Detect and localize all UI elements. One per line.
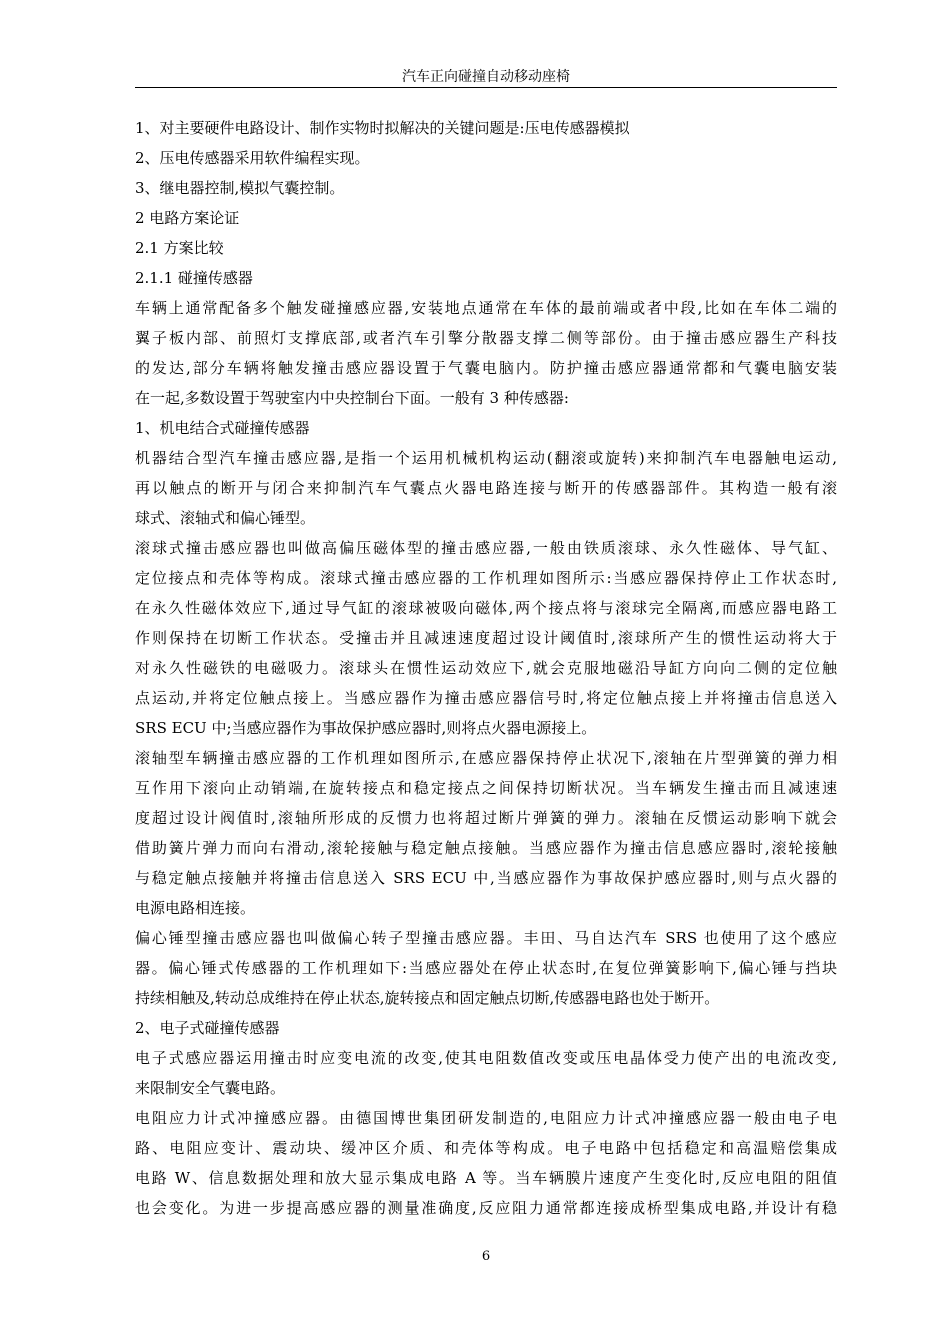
text-line: 滚轴型车辆撞击感应器的工作机理如图所示,在感应器保持停止状况下,滚轴在片型弹簧的弹力相	[135, 749, 837, 767]
text-line: 1、机电结合式碰撞传感器	[135, 419, 310, 437]
page-number: 6	[481, 1249, 491, 1264]
text-line: 与稳定触点接触并将撞击信息送入 SRS ECU 中,当感应器作为事故保护感应器时,则与点火器的	[135, 869, 837, 887]
text-line: 互作用下滚向止动销端,在旋转接点和稳定接点之间保持切断状况。当车辆发生撞击而且减速速	[135, 779, 837, 797]
text-line: 借助簧片弹力而向右滑动,滚轮接触与稳定触点接触。当感应器作为撞击信息感应器时,滚轮接触	[135, 839, 837, 857]
text-line: 2、压电传感器采用软件编程实现。	[135, 149, 370, 167]
text-line: 的发达,部分车辆将触发撞击感应器设置于气囊电脑内。防护撞击感应器通常都和气囊电脑安装	[135, 359, 837, 377]
text-line: 3、继电器控制,模拟气囊控制。	[135, 179, 345, 197]
text-line: 机器结合型汽车撞击感应器,是指一个运用机械机构运动(翻滚或旋转)来抑制汽车电器触电运动,	[135, 449, 837, 467]
text-line: 电子式感应器运用撞击时应变电流的改变,使其电阻数值改变或压电晶体受力使产出的电流改变,	[135, 1049, 837, 1067]
text-line: 在永久性磁体效应下,通过导气缸的滚球被吸向磁体,两个接点将与滚球完全隔离,而感应器电路工	[135, 599, 837, 617]
text-line: 滚球式撞击感应器也叫做高偏压磁体型的撞击感应器,一般由铁质滚球、永久性磁体、导气缸、	[135, 539, 837, 557]
text-line: 1、对主要硬件电路设计、制作实物时拟解决的关键问题是:压电传感器模拟	[135, 119, 630, 137]
text-line: 电路 W、信息数据处理和放大显示集成电路 A 等。当车辆膜片速度产生变化时,反应电阻的阻值	[135, 1169, 837, 1187]
text-line: 度超过设计阀值时,滚轴所形成的反惯力也将超过断片弹簧的弹力。滚轴在反惯运动影响下就会	[135, 809, 837, 827]
text-line: 对永久性磁铁的电磁吸力。滚球头在惯性运动效应下,就会克服地磁沿导缸方向向二侧的定位触	[135, 659, 837, 677]
text-line: 器。偏心锤式传感器的工作机理如下:当感应器处在停止状态时,在复位弹簧影响下,偏心锤与挡块	[135, 959, 837, 977]
page-header	[135, 67, 837, 88]
text-line: 点运动,并将定位触点接上。当感应器作为撞击感应器信号时,将定位触点接上并将撞击信息送入	[135, 689, 837, 707]
text-line: 电阻应力计式冲撞感应器。由德国博世集团研发制造的,电阻应力计式冲撞感应器一般由电子电	[135, 1109, 837, 1127]
text-line: 在一起,多数设置于驾驶室内中央控制台下面。一般有 3 种传感器:	[135, 389, 569, 407]
text-line: 车辆上通常配备多个触发碰撞感应器,安装地点通常在车体的最前端或者中段,比如在车体二端的	[135, 299, 837, 317]
text-line: 翼子板内部、前照灯支撑底部,或者汽车引擎分散器支撑二侧等部份。由于撞击感应器生产科技	[135, 329, 837, 347]
text-line: 定位接点和壳体等构成。滚球式撞击感应器的工作机理如图所示:当感应器保持停止工作状态时,	[135, 569, 837, 587]
text-line: 作则保持在切断工作状态。受撞击并且减速速度超过设计阈值时,滚球所产生的惯性运动将大于	[135, 629, 837, 647]
text-line: SRS ECU 中;当感应器作为事故保护感应器时,则将点火器电源接上。	[135, 719, 597, 737]
text-line: 路、电阻应变计、震动块、缓冲区介质、和壳体等构成。电子电路中包括稳定和高温赔偿集成	[135, 1139, 837, 1157]
document-body	[135, 113, 837, 1223]
text-line: 也会变化。为进一步提高感应器的测量准确度,反应阻力通常都连接成桥型集成电路,并设计有稳	[135, 1199, 837, 1217]
document-title: 汽车正向碰撞自动移动座椅	[402, 69, 570, 85]
text-line: 偏心锤型撞击感应器也叫做偏心转子型撞击感应器。丰田、马自达汽车 SRS 也使用了这个感应	[135, 929, 837, 947]
text-line: 电源电路相连接。	[135, 899, 256, 917]
text-line: 来限制安全气囊电路。	[135, 1079, 286, 1097]
text-line: 持续相触及,转动总成维持在停止状态,旋转接点和固定触点切断,传感器电路也处于断开。	[135, 989, 720, 1007]
text-line: 球式、滚轴式和偏心锤型。	[135, 509, 316, 527]
text-line: 2.1.1 碰撞传感器	[135, 269, 253, 287]
text-line: 2 电路方案论证	[135, 209, 240, 227]
text-line: 再以触点的断开与闭合来抑制汽车气囊点火器电路连接与断开的传感器部件。其构造一般有滚	[135, 479, 837, 497]
text-line: 2、电子式碰撞传感器	[135, 1019, 280, 1037]
text-line: 2.1 方案比较	[135, 239, 224, 257]
